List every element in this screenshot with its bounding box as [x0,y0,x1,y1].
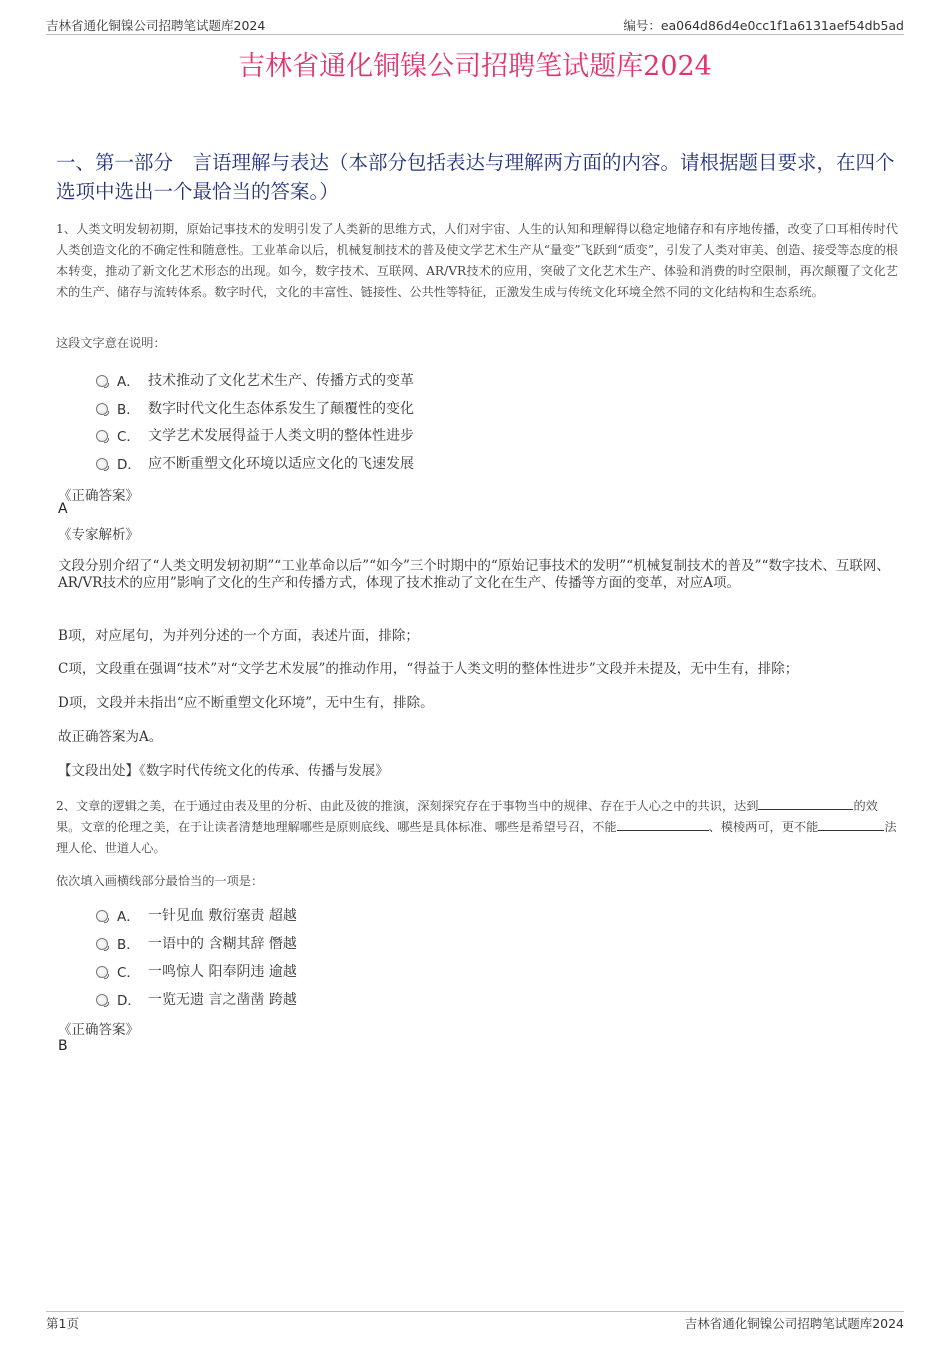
option-text: 文学艺术发展得益于人类文明的整体性进步 [148,428,414,444]
question-1-option-b[interactable] [96,398,496,418]
question-1-analysis-label: 《专家解析》 [58,527,139,543]
analysis-conclusion: 故正确答案为A。 [58,729,163,745]
header-document-id: 编号：ea064d86d4e0cc1f1a6131aef54db5ad [623,18,904,33]
header-left-title: 吉林省通化铜镍公司招聘笔试题库2024 [46,18,266,33]
option-letter: D． [117,993,141,1009]
fill-blank [818,818,884,831]
option-letter: C． [117,965,140,981]
question-1-prompt: 这段文字意在说明： [56,336,166,350]
option-text: 技术推动了文化艺术生产、传播方式的变革 [148,373,414,389]
question-2-option-c[interactable] [96,961,396,981]
option-text: 一语中的 含糊其辞 僭越 [148,936,297,952]
radio-icon[interactable] [96,403,108,415]
footer-title: 吉林省通化铜镍公司招聘笔试题库2024 [684,1316,904,1331]
option-letter: C． [117,429,140,445]
section-heading: 一、第一部分 言语理解与表达（本部分包括表达与理解两方面的内容。请根据题目要求，在四个选项中选出一个最恰当的答案。） [56,151,895,203]
option-text: 数字时代文化生态体系发生了颠覆性的变化 [148,401,414,417]
radio-icon[interactable] [96,966,108,978]
page-title: 吉林省通化铜镍公司招聘笔试题库2024 [238,51,712,82]
question-2-option-b[interactable] [96,933,396,953]
option-text: 一鸣惊人 阳奉阴违 逾越 [148,964,297,980]
footer-page-number: 第1页 [46,1316,79,1331]
question-1-option-c[interactable] [96,425,496,445]
radio-icon[interactable] [96,910,108,922]
question-1-option-a[interactable] [96,370,496,390]
analysis-paragraph: 文段分别介绍了“人类文明发轫初期”“工业革命以后”“如今”三个时期中的“原始记事技术的发明”“机械复制技术的普及”“数字技术、互联网、AR/VR技术的应用”影响了文化的生产和传播方式，体现了技术推动了文化在生产、传播等方面的变革，对应A项。 [58,558,890,591]
analysis-paragraph: D项，文段并未指出“应不断重塑文化环境”，无中生有，排除。 [58,695,434,711]
question-1-answer: A [58,501,68,517]
header-divider [46,34,904,35]
analysis-paragraph: B项，对应尾句，为并列分述的一个方面，表述片面，排除； [58,628,419,644]
question-1-answer-label: 《正确答案》 [58,488,139,504]
question-2-text-part: 法理人伦、世道人心。 [56,820,897,855]
option-letter: A． [117,374,140,390]
question-2-prompt: 依次填入画横线部分最恰当的一项是： [56,874,264,888]
option-letter: D． [117,457,141,473]
fill-blank [617,818,709,831]
question-2-text-part: 、模棱两可，更不能 [708,820,819,834]
question-1-option-d[interactable] [96,453,496,473]
question-1-text: 1、人类文明发轫初期，原始记事技术的发明引发了人类新的思维方式，人们对宇宙、人生的认知和理解得以稳定地储存和有序地传播，改变了口耳相传时代人类创造文化的不确定性和随意性。工业革命以后，机械复制技术的普及使文学艺术生产从“量变”飞跃到“质变”，引发了人类对审美、创造、接受等态度的根本转变，推动了新文化艺术形态的出现。如今，数字技术、互联网、AR/VR技术的应用，突破了文化艺术生产、体验和消费的时空限制，再次颠覆了文化艺术的生产、储存与流转体系。数字时代，文化的丰富性、链接性、公共性等特征，正激发生成与传统文化环境全然不同的文化结构和生态系统。 [56,222,898,299]
option-letter: B． [117,402,140,418]
option-letter: B． [117,937,140,953]
radio-icon[interactable] [96,994,108,1006]
passage-source: 【文段出处】《数字时代传统文化的传承、传播与发展》 [58,763,389,779]
question-2-answer-label: 《正确答案》 [58,1022,139,1038]
question-2-text-part: 2、文章的逻辑之美，在于通过由表及里的分析、由此及彼的推演，深刻探究存在于事物当中的规律、存在于人心之中的共识，达到 [56,799,759,813]
question-2-option-a[interactable] [96,905,396,925]
radio-icon[interactable] [96,938,108,950]
radio-icon[interactable] [96,430,108,442]
option-text: 一览无遗 言之凿凿 跨越 [148,992,297,1008]
question-2-text-part: 的效果。文章的伦理之美，在于让读者清楚地理解哪些是原则底线、哪些是具体标准、哪些是希望号召，不能 [56,799,878,834]
analysis-paragraph: C项，文段重在强调“技术”对“文学艺术发展”的推动作用，“得益于人类文明的整体性进步”文段并未提及，无中生有，排除； [58,661,799,677]
question-2-answer: B [58,1038,68,1054]
radio-icon[interactable] [96,375,108,387]
option-text: 一针见血 敷衍塞责 超越 [148,908,297,924]
option-text: 应不断重塑文化环境以适应文化的飞速发展 [148,456,414,472]
question-2-option-d[interactable] [96,989,396,1009]
question-2-text [56,796,898,859]
fill-blank [758,797,853,810]
radio-icon[interactable] [96,458,108,470]
option-letter: A． [117,909,140,925]
footer-divider [46,1311,904,1312]
